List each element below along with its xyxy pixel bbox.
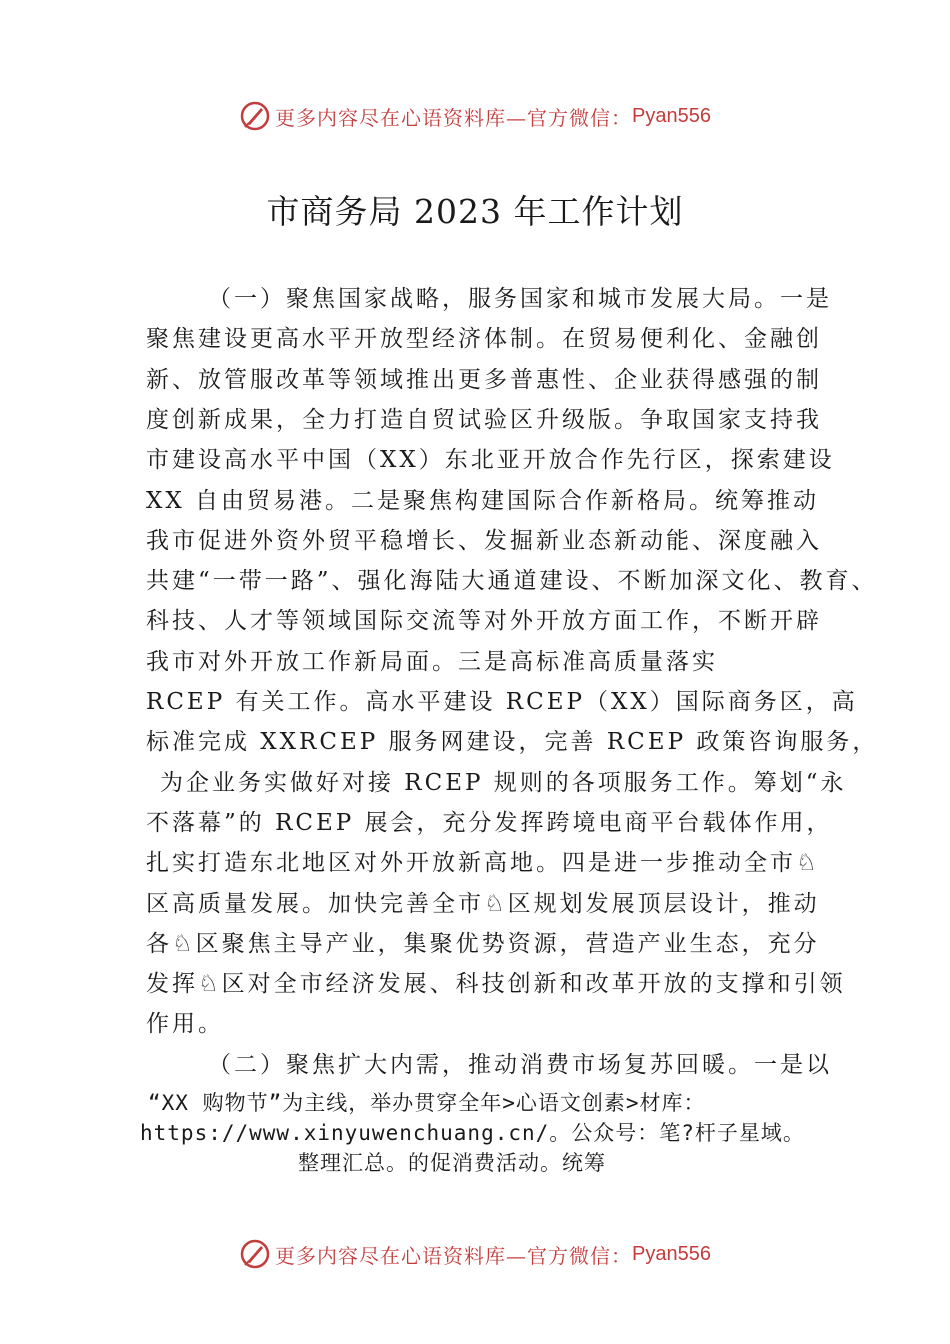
document-footer-text	[140, 1088, 830, 1178]
body-line: 市建设高水平中国（XX）东北亚开放合作先行区，探索建设	[146, 447, 835, 474]
watermark-header	[0, 96, 950, 136]
body-line: 扎实打造东北地区对外开放新高地。四是进一步推动全市♘	[146, 850, 820, 877]
body-line: 作用。	[146, 1011, 224, 1038]
body-line: 新、放管服改革等领域推出更多普惠性、企业获得感强的制	[146, 366, 822, 393]
body-line: 不落幕”的 RCEP 展会，充分发挥跨境电商平台载体作用，	[146, 809, 833, 836]
document-title: 市商务局 2023 年工作计划	[266, 192, 684, 231]
body-line: 共建“一带一路”、强化海陆大通道建设、不断加深文化、教育、	[146, 568, 878, 595]
body-line: 为企业务实做好对接 RCEP 规则的各项服务工作。筹划“永	[160, 769, 847, 796]
body-line: 区高质量发展。加快完善全市♘区规划发展顶层设计，推动	[146, 890, 820, 917]
quill-logo-icon	[239, 1238, 271, 1270]
body-line: （二）聚焦扩大内需，推动消费市场复苏回暖。一是以	[208, 1051, 832, 1078]
quill-logo-icon	[239, 100, 271, 132]
body-line: XX 自由贸易港。二是聚焦构建国际合作新格局。统筹推动	[146, 487, 820, 514]
body-line: 各♘区聚焦主导产业，集聚优势资源，营造产业生态，充分	[146, 930, 820, 957]
body-line: 度创新成果，全力打造自贸试验区升级版。争取国家支持我	[146, 406, 822, 433]
footer-line: “XX 购物节”为主线，举办贯穿全年>心语文创素>材库：	[148, 1091, 706, 1115]
watermark-text: 更多内容尽在心语资料库—官方微信：	[275, 1243, 633, 1268]
body-line: 我市对外开放工作新局面。三是高标准高质量落实	[146, 648, 718, 675]
body-line: RCEP 有关工作。高水平建设 RCEP（XX）国际商务区，高	[146, 689, 858, 715]
body-line: 科技、人才等领域国际交流等对外开放方面工作，不断开辟	[146, 608, 822, 635]
body-line: 聚焦建设更高水平开放型经济体制。在贸易便利化、金融创	[146, 326, 822, 353]
watermark-wechat-id: Pyan556	[632, 1242, 711, 1265]
body-line: 标准完成 XXRCEP 服务网建设，完善 RCEP 政策咨询服务，	[146, 729, 879, 756]
footer-line: 整理汇总。的促消费活动。统筹	[298, 1151, 606, 1175]
watermark-footer	[0, 1234, 950, 1274]
body-line: 发挥♘区对全市经济发展、科技创新和改革开放的支撑和引领	[146, 971, 846, 998]
watermark-wechat-id: Pyan556	[632, 104, 711, 127]
watermark-text: 更多内容尽在心语资料库—官方微信：	[275, 105, 633, 130]
body-line: 我市促进外资外贸平稳增长、发掘新业态新动能、深度融入	[146, 527, 822, 554]
footer-line: https://www.xinyuwenchuang.cn/。公众号：笔?杆子星域。	[140, 1121, 805, 1145]
body-line: （一）聚焦国家战略，服务国家和城市发展大局。一是	[208, 286, 832, 312]
